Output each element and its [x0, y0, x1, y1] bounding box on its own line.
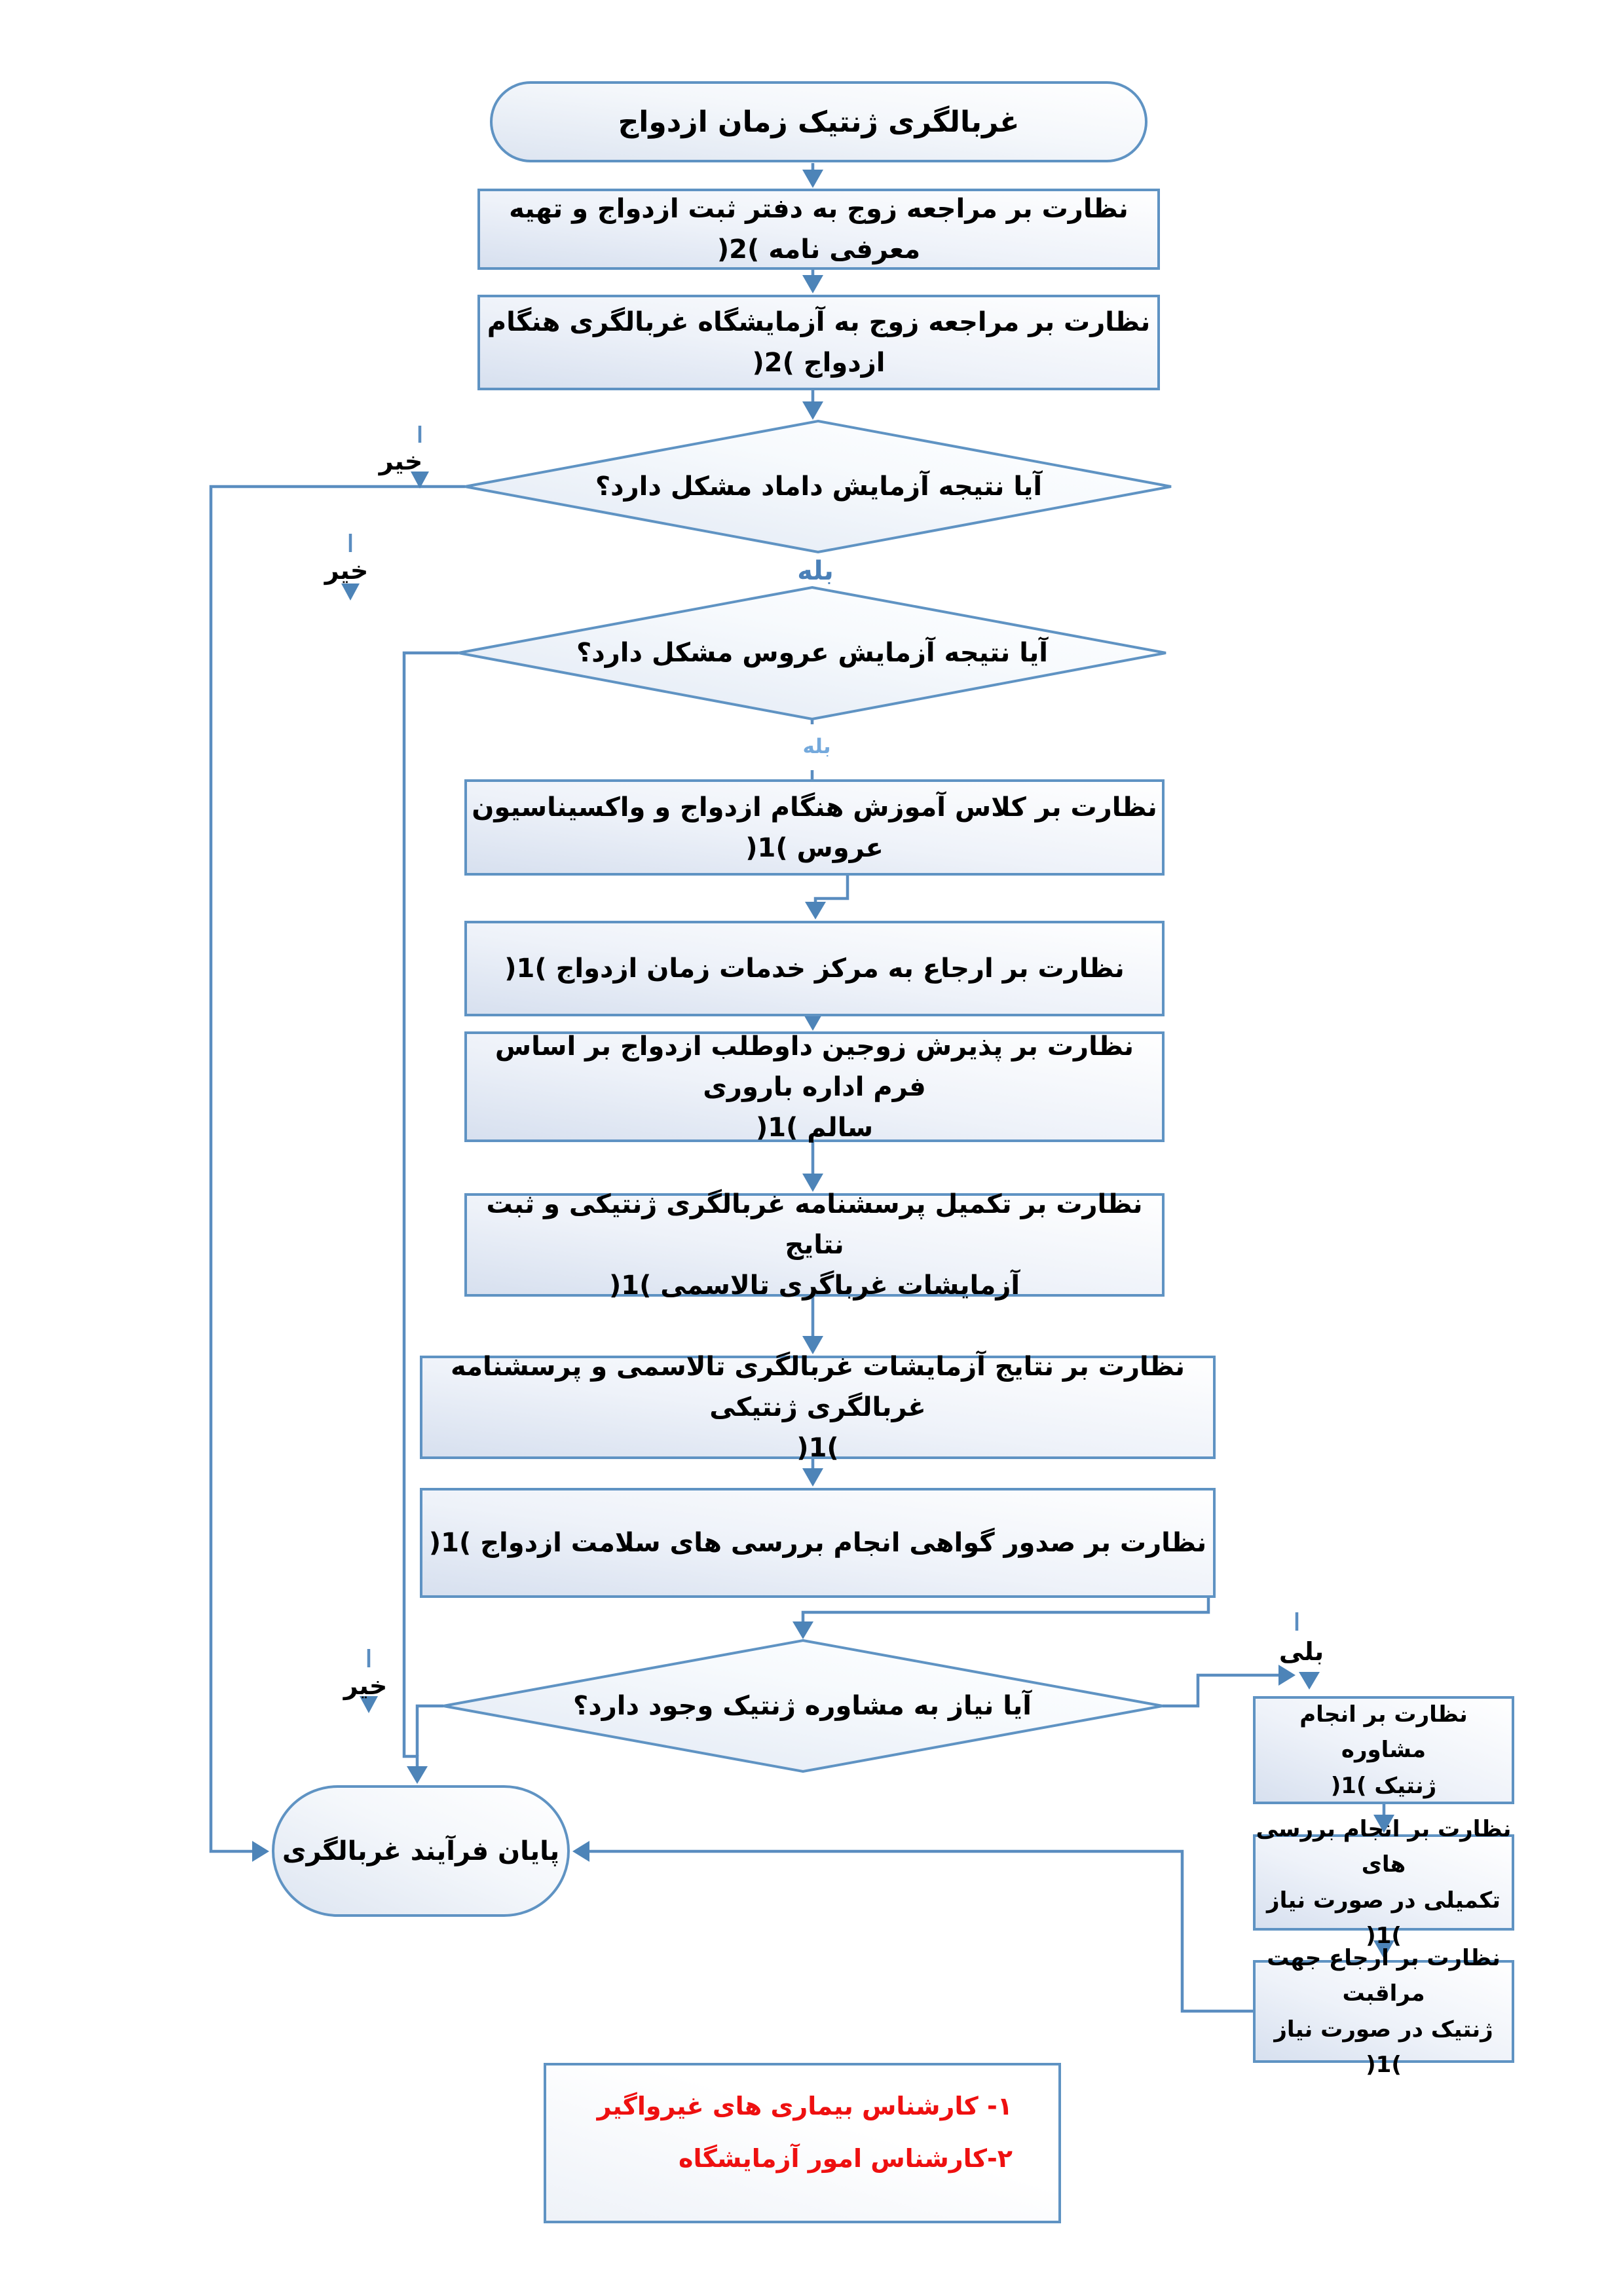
step-genetic-care-referral — [1253, 1944, 1514, 2078]
arrowhead-no1-endoval — [252, 1841, 269, 1862]
no1-label: خیر — [379, 447, 423, 475]
legend-line-2: ۲-کارشناس امور آزمایشگاه — [679, 2144, 1013, 2173]
step-review-screening-results-line1: نظارت بر نتایج آزمایشات غربالگری تالاسمی و پرسشنامه غربالگری ژنتیکی — [451, 1352, 1185, 1422]
decision-groom-test — [531, 432, 1107, 541]
no2-branch-line — [404, 653, 458, 1768]
step-review-screening-results-line2: )1( — [796, 1433, 839, 1463]
step-genetic-counseling-line1: نظارت بر انجام مشاوره — [1299, 1701, 1468, 1764]
step-complementary-checks — [1253, 1815, 1514, 1949]
step-registry-office-label: نظارت بر مراجعه زوج به دفتر ثبت ازدواج و تهیه معرفی نامه )2( — [509, 194, 1129, 265]
step-health-certificate — [420, 1488, 1216, 1598]
legend-box — [544, 2063, 1061, 2223]
step-complementary-checks-line1: نظارت بر انجام بررسی های — [1256, 1815, 1512, 1878]
decision-bride-test — [524, 599, 1100, 707]
arrowhead-return-endoval — [572, 1841, 589, 1862]
step-genetic-counseling-line2: ژنتیک )1( — [1330, 1772, 1437, 1799]
step-marriage-class-vaccination — [464, 779, 1165, 876]
step-marriage-class-vaccination-label: نظارت بر کلاس آموزش هنگام ازدواج و واکسیناسیون عروس )1( — [472, 792, 1157, 863]
return-line — [588, 1851, 1253, 2011]
yes2-label: بله — [802, 735, 831, 758]
decision-bride-test-label: آیا نتیجه آزمایش عروس مشکل دارد؟ — [576, 638, 1048, 668]
arrow-s8-d3-step — [803, 1598, 1208, 1623]
arrowhead-s2-d1 — [802, 401, 823, 420]
arrowhead-s7-s8 — [802, 1468, 823, 1487]
no2-label: خیر — [324, 556, 369, 585]
decision-genetic-counseling-label: آیا نیاز به مشاوره ژنتیک وجود دارد؟ — [573, 1691, 1032, 1721]
legend-line-1: ۱- کارشناس بیماری های غیرواگیر — [597, 2092, 1013, 2120]
step-referral-marriage-services — [464, 921, 1165, 1016]
step-complementary-checks-line2: تکمیلی در صورت نیاز )1( — [1267, 1887, 1501, 1949]
no3-branch-line — [417, 1706, 443, 1756]
step-health-certificate-label: نظارت بر صدور گواهی انجام بررسی های سلامت ازدواج )1( — [428, 1528, 1207, 1558]
decision-genetic-counseling — [498, 1650, 1107, 1762]
yes3-label: بلی — [1278, 1637, 1324, 1666]
step-genetic-care-referral-line1: نظارت بر ارجاع جهت مراقبت — [1267, 1944, 1501, 2007]
step-questionnaire-thalassemia-results-line2: آزمایشات غرباگری تالاسمی )1( — [608, 1270, 1020, 1301]
step-review-screening-results — [420, 1352, 1216, 1463]
arrowhead-yes3-right — [1278, 1665, 1296, 1686]
arrowhead-s3-s4 — [805, 902, 826, 919]
no1-branch-line — [211, 487, 465, 1851]
step-questionnaire-thalassemia-results — [464, 1189, 1165, 1301]
arrowhead-s8-d3 — [793, 1621, 813, 1639]
decision-groom-test-label: آیا نتیجه آزمایش داماد مشکل دارد؟ — [595, 472, 1043, 502]
step-couple-admission-line1: نظارت بر پذیرش زوجین داوطلب ازدواج بر اساس فرم اداره باروری — [494, 1031, 1134, 1102]
yes1-label: بله — [797, 556, 834, 586]
step-couple-admission-line2: سالم )1( — [755, 1112, 874, 1143]
end-label: پایان فرآیند غربالگری — [282, 1836, 560, 1866]
step-screening-lab — [477, 295, 1160, 390]
start-label: غربالگری ژنتیک زمان ازدواج — [618, 105, 1020, 139]
arrowhead-start-s1 — [802, 170, 823, 188]
no3-label: خیر — [343, 1671, 388, 1700]
end-terminator — [272, 1785, 570, 1917]
arrowhead-s1-s2 — [802, 275, 823, 293]
step-couple-admission — [464, 1031, 1165, 1142]
step-genetic-counseling — [1253, 1696, 1514, 1804]
step-questionnaire-thalassemia-results-line1: نظارت بر تکمیل پرسشنامه غربالگری ژنتیکی و ثبت نتایج — [486, 1189, 1143, 1260]
arrowhead-no-merge-endoval — [407, 1766, 428, 1784]
arrowhead-yes3-into-ra — [1299, 1672, 1320, 1690]
arrowhead-no2-label — [341, 583, 360, 601]
step-registry-office — [477, 189, 1160, 270]
step-screening-lab-label: نظارت بر مراجعه زوج به آزمایشگاه غربالگری هنگام ازدواج )2( — [487, 307, 1151, 378]
step-referral-marriage-services-label: نظارت بر ارجاع به مرکز خدمات زمان ازدواج )1( — [504, 954, 1125, 984]
step-genetic-care-referral-line2: ژنتیک در صورت نیاز )1( — [1274, 2016, 1493, 2078]
arrow-s3-s4-step — [815, 876, 848, 902]
start-terminator — [490, 81, 1147, 162]
